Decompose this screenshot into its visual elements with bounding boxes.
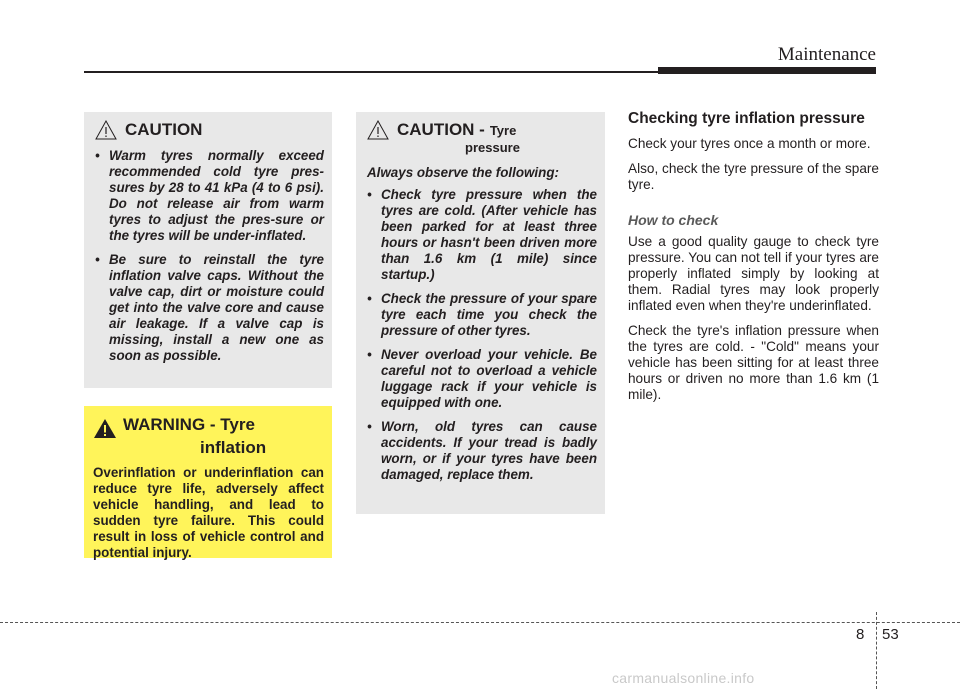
list-item: • Warm tyres normally exceed recommended cold tyre pres-sures by 28 to 41 kPa (4 to 6 psi). Do not release air from warm tyres to adjust the pres-sure or the tyres will be under-inflated.	[95, 148, 324, 243]
paragraph: Also, check the tyre pressure of the spare tyre.	[628, 161, 879, 192]
caution-box-warm-tyres	[84, 112, 332, 388]
caution-header	[367, 120, 597, 140]
warning-title-line2: inflation	[200, 438, 267, 457]
subheading: How to check	[628, 212, 719, 228]
main-content	[628, 111, 879, 403]
chapter-number: 8	[856, 626, 865, 643]
header-rule	[84, 71, 704, 73]
caution-intro: Always observe the following:	[367, 165, 559, 180]
list-item: • Worn, old tyres can cause accidents. If your tread is badly worn, or if your tyres have been damaged, replace them.	[367, 419, 597, 482]
warning-box-tyre-inflation	[84, 406, 332, 558]
list-item: • Be sure to reinstall the tyre inflation valve caps. Without the valve cap, dirt or moisture could get into the valve core and cause air leakage. If a valve cap is missing, install a new one as soon as possible.	[95, 252, 324, 363]
watermark: carmanualsonline.info	[612, 670, 755, 686]
list-item: • Check the pressure of your spare tyre each time you check the pressure of other tyres.	[367, 291, 597, 338]
warning-triangle-icon	[93, 418, 117, 439]
paragraph: Use a good quality gauge to check tyre pressure. You can not tell if your tyres are properly inflated simply by looking at them. Radial tyres may look properly inflated even when they're underinflated.	[628, 234, 879, 313]
paragraph: Check the tyre's inflation pressure when the tyres are cold. - "Cold" means your vehicle has been sitting for at least three hours or driven no more than 1.6 km (1 mile).	[628, 323, 879, 402]
list-item: • Check tyre pressure when the tyres are cold. (After vehicle has been parked for at least three hours or hasn't been driven more than 1.6 km (1 mile) since startup.)	[367, 187, 597, 282]
paragraph: Check your tyres once a month or more.	[628, 136, 871, 151]
header-rule-accent	[658, 67, 876, 74]
footer-divider	[876, 612, 878, 689]
caution-title: CAUTION -	[397, 120, 485, 139]
caution-title: CAUTION	[125, 120, 203, 139]
caution-list	[95, 148, 324, 364]
caution-subtitle-line2: pressure	[465, 140, 520, 155]
section-title: Maintenance	[777, 44, 876, 65]
page-number: 53	[882, 626, 899, 643]
caution-list	[367, 187, 597, 483]
caution-triangle-icon	[367, 120, 389, 140]
warning-title: WARNING - Tyre	[123, 415, 255, 434]
footer-rule	[0, 622, 960, 623]
section-heading: Checking tyre inflation pressure	[628, 110, 865, 127]
caution-subtitle: Tyre	[489, 123, 517, 138]
warning-header	[93, 416, 324, 439]
caution-box-tyre-pressure	[356, 112, 605, 514]
caution-triangle-icon	[95, 120, 117, 140]
warning-body: Overinflation or underinflation can reduce tyre life, adversely affect vehicle handling, and lead to sudden tyre failure. This could result in loss of vehicle control and potential injury.	[93, 465, 324, 560]
caution-header	[95, 120, 324, 140]
list-item: • Never overload your vehicle. Be careful not to overload a vehicle luggage rack if your vehicle is equipped with one.	[367, 347, 597, 410]
